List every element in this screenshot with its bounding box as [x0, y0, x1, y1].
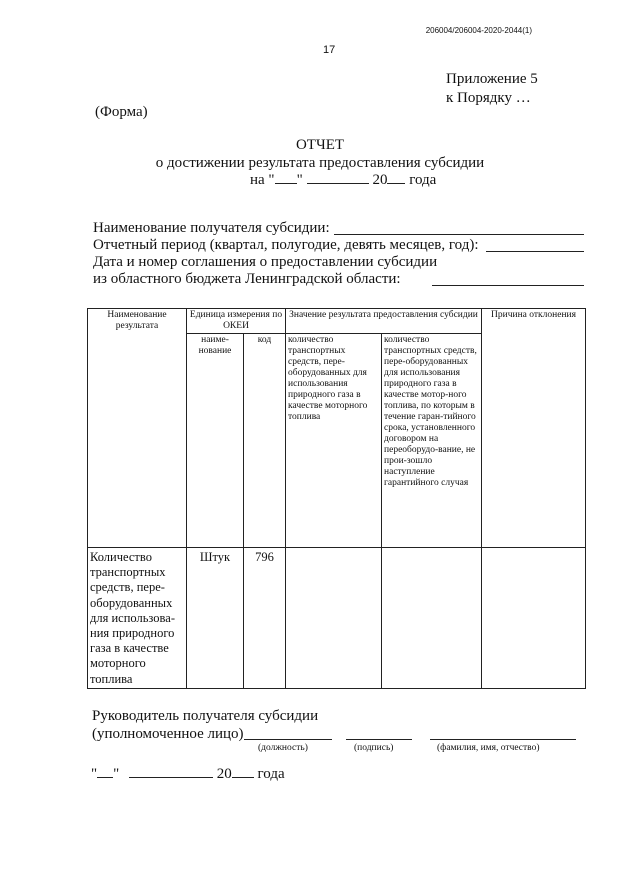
period-input-line	[486, 251, 584, 252]
row-value-no-warranty-case[interactable]	[382, 548, 482, 689]
header-value-no-warranty-case: количество транспортных средств, пере-оборудованных для использования природного газа в качестве мотор-ного топлива, по которым в течение гаран-тийного срока, установленного договором на переоборудо-вание, не прои-зошло наступление гарантийного случая	[382, 334, 482, 548]
report-subtitle: о достижении результата предоставления субсидии	[155, 155, 485, 171]
period-label: Отчетный период (квартал, полугодие, девять месяцев, год):	[93, 237, 479, 253]
agreement-label-1: Дата и номер соглашения о предоставлении субсидии	[93, 254, 438, 270]
position-line	[244, 739, 332, 740]
caption-signature: (подпись)	[354, 743, 394, 753]
header-value-converted: количество транспортных средств, пере-оборудованных для использования природного газа в качестве моторного топлива	[286, 334, 382, 548]
appendix-line-2: к Порядку …	[446, 90, 531, 106]
report-table	[87, 308, 586, 689]
document-code: 206004/206004-2020-2044(1)	[425, 26, 532, 35]
full-name-line	[430, 739, 576, 740]
header-unit-code: код	[244, 334, 286, 548]
header-value: Значение результата предоставления субсидии	[286, 309, 482, 334]
header-unit: Единица измерения по ОКЕИ	[187, 309, 286, 334]
table-row	[88, 548, 586, 689]
row-unit-name: Штук	[187, 548, 244, 689]
header-reason: Причина отклонения	[482, 309, 586, 548]
appendix-line-1: Приложение 5	[446, 71, 538, 87]
signature-subtitle: (уполномоченное лицо)	[92, 726, 244, 742]
header-result-name: Наименование результата	[88, 309, 187, 548]
row-reason[interactable]	[482, 548, 586, 689]
row-result-name: Количество транспортных средств, пере-оборудованных для использова-ния природного газа в качестве моторного топлива	[88, 548, 187, 689]
page-number: 17	[323, 44, 336, 56]
row-value-converted[interactable]	[286, 548, 382, 689]
agreement-label-2: из областного бюджета Ленинградской области:	[93, 271, 401, 287]
row-unit-code: 796	[244, 548, 286, 689]
report-title: ОТЧЕТ	[295, 137, 345, 153]
signature-title: Руководитель получателя субсидии	[92, 708, 319, 724]
caption-position: (должность)	[258, 743, 308, 753]
signature-line	[346, 739, 412, 740]
header-unit-name: наиме-нование	[187, 334, 244, 548]
appendix-note	[446, 70, 538, 108]
caption-full-name: (фамилия, имя, отчество)	[437, 743, 540, 753]
form-label: (Форма)	[95, 104, 148, 120]
recipient-label: Наименование получателя субсидии:	[93, 220, 330, 236]
recipient-input-line	[334, 234, 584, 235]
signature-date-line: " " 20 года	[91, 766, 285, 782]
report-date-line: на " " 20 года	[250, 172, 437, 188]
agreement-input-line	[432, 285, 584, 286]
